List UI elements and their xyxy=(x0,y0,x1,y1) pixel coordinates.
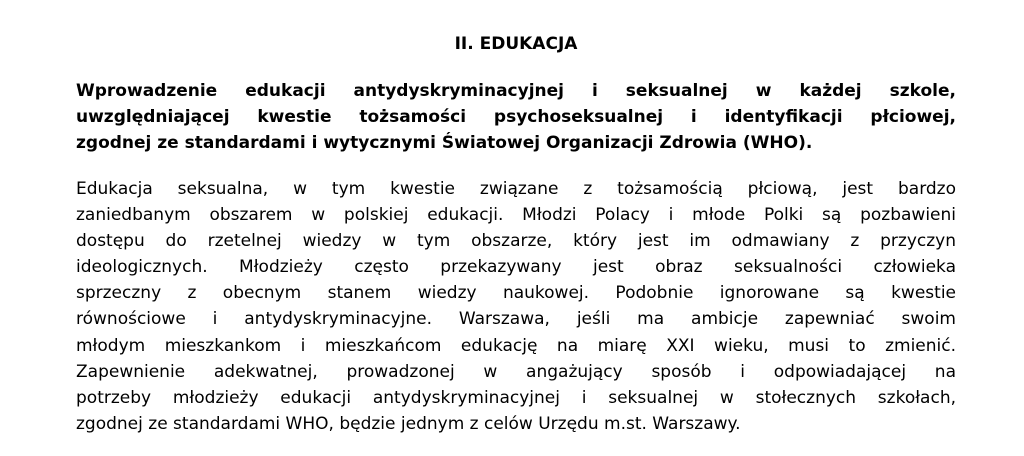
body-line: Edukacja seksualna, w tym kwestie związane z tożsamością płciową, jest bardzo xyxy=(76,179,956,199)
body-line: sprzeczny z obecnym stanem wiedzy naukowej. Podobnie ignorowane są kwestie xyxy=(76,283,956,304)
lead-line: Wprowadzenie edukacji antydyskryminacyjnej i seksualnej w każdej szkole, xyxy=(76,81,956,101)
body-line: potrzeby młodzieży edukacji antydyskryminacyjnej i seksualnej w stołecznych szkołach, xyxy=(76,387,956,408)
body-line: młodym mieszkankom i mieszkańcom edukację na miarę XXI wieku, musi to zmienić. xyxy=(76,335,956,356)
body-line: ideologicznych. Młodzieży często przekazywany jest obraz seksualności człowieka xyxy=(76,257,956,278)
lead-line: zgodnej ze standardami i wytycznymi Światowej Organizacji Zdrowia (WHO). xyxy=(76,133,813,153)
lead-paragraph xyxy=(76,78,956,156)
body-line: zgodnej ze standardami WHO, będzie jednym z celów Urzędu m.st. Warszawy. xyxy=(76,413,741,434)
section-title: II. EDUKACJA xyxy=(454,34,578,54)
body-paragraph xyxy=(76,176,956,437)
body-line: dostępu do rzetelnej wiedzy w tym obszarze, który jest im odmawiany z przyczyn xyxy=(76,231,956,252)
lead-line: uwzględniającej kwestie tożsamości psychoseksualnej i identyfikacji płciowej, xyxy=(76,107,956,127)
body-line: Zapewnienie adekwatnej, prowadzonej w angażujący sposób i odpowiadającej na xyxy=(76,361,956,382)
body-line: zaniedbanym obszarem w polskiej edukacji. Młodzi Polacy i młode Polki są pozbawieni xyxy=(76,205,956,226)
body-line: równościowe i antydyskryminacyjne. Warszawa, jeśli ma ambicje zapewniać swoim xyxy=(76,309,956,330)
